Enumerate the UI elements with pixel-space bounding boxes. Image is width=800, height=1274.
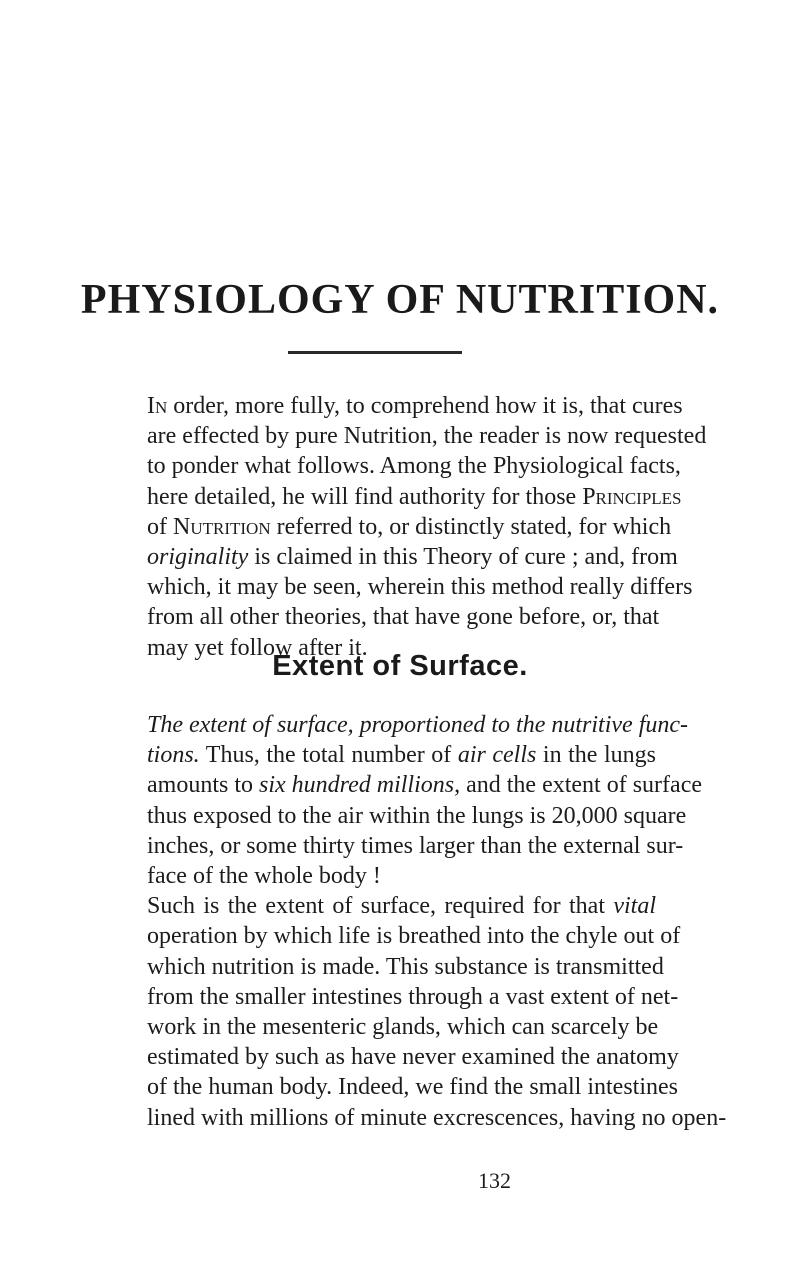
text-line: from all other theories, that have gone before, or, that <box>147 604 660 631</box>
text-line: here detailed, he will find authority for those Principles <box>147 483 682 510</box>
intro-paragraph <box>147 391 707 663</box>
text-line: estimated by such as have never examined the anatomy <box>147 1044 679 1071</box>
text-line: from the smaller intestines through a vast extent of net- <box>147 983 679 1010</box>
text-line: lined with millions of minute excrescences, having no open- <box>147 1104 727 1131</box>
text-line: thus exposed to the air within the lungs is 20,000 square <box>147 802 687 829</box>
text-line: Such is the extent of surface, required for that vital <box>147 893 656 920</box>
text-line: inches, or some thirty times larger than the external sur- <box>147 832 684 859</box>
text-line: tions. Thus, the total number of air cells in the lungs <box>147 742 656 769</box>
text-line: originality is claimed in this Theory of cure ; and, from <box>147 544 678 571</box>
text-line: amounts to six hundred millions, and the extent of surface <box>147 772 702 799</box>
text-line: which nutrition is made. This substance is transmitted <box>147 953 664 980</box>
text-line: of Nutrition referred to, or distinctly stated, for which <box>147 513 672 540</box>
title-rule-divider <box>288 351 462 354</box>
text-line: may yet follow after it. <box>147 634 368 661</box>
text-line: which, it may be seen, wherein this method really differs <box>147 574 693 601</box>
text-line: to ponder what follows. Among the Physiological facts, <box>147 453 681 480</box>
page-title: PHYSIOLOGY OF NUTRITION. <box>80 277 720 323</box>
page-number: 132 <box>478 1168 511 1193</box>
text-line: work in the mesenteric glands, which can scarcely be <box>147 1014 659 1041</box>
surface-paragraph <box>147 710 727 1133</box>
text-line: The extent of surface, proportioned to the nutritive func- <box>147 712 689 738</box>
text-line: of the human body. Indeed, we find the small intestines <box>147 1074 678 1101</box>
text-line: operation by which life is breathed into the chyle out of <box>147 923 681 950</box>
text-line: In order, more fully, to comprehend how it is, that cures <box>147 393 683 419</box>
text-line: are effected by pure Nutrition, the reader is now requested <box>147 423 707 450</box>
section-heading: Extent of Surface. <box>272 650 528 682</box>
text-line: face of the whole body ! <box>147 863 381 890</box>
